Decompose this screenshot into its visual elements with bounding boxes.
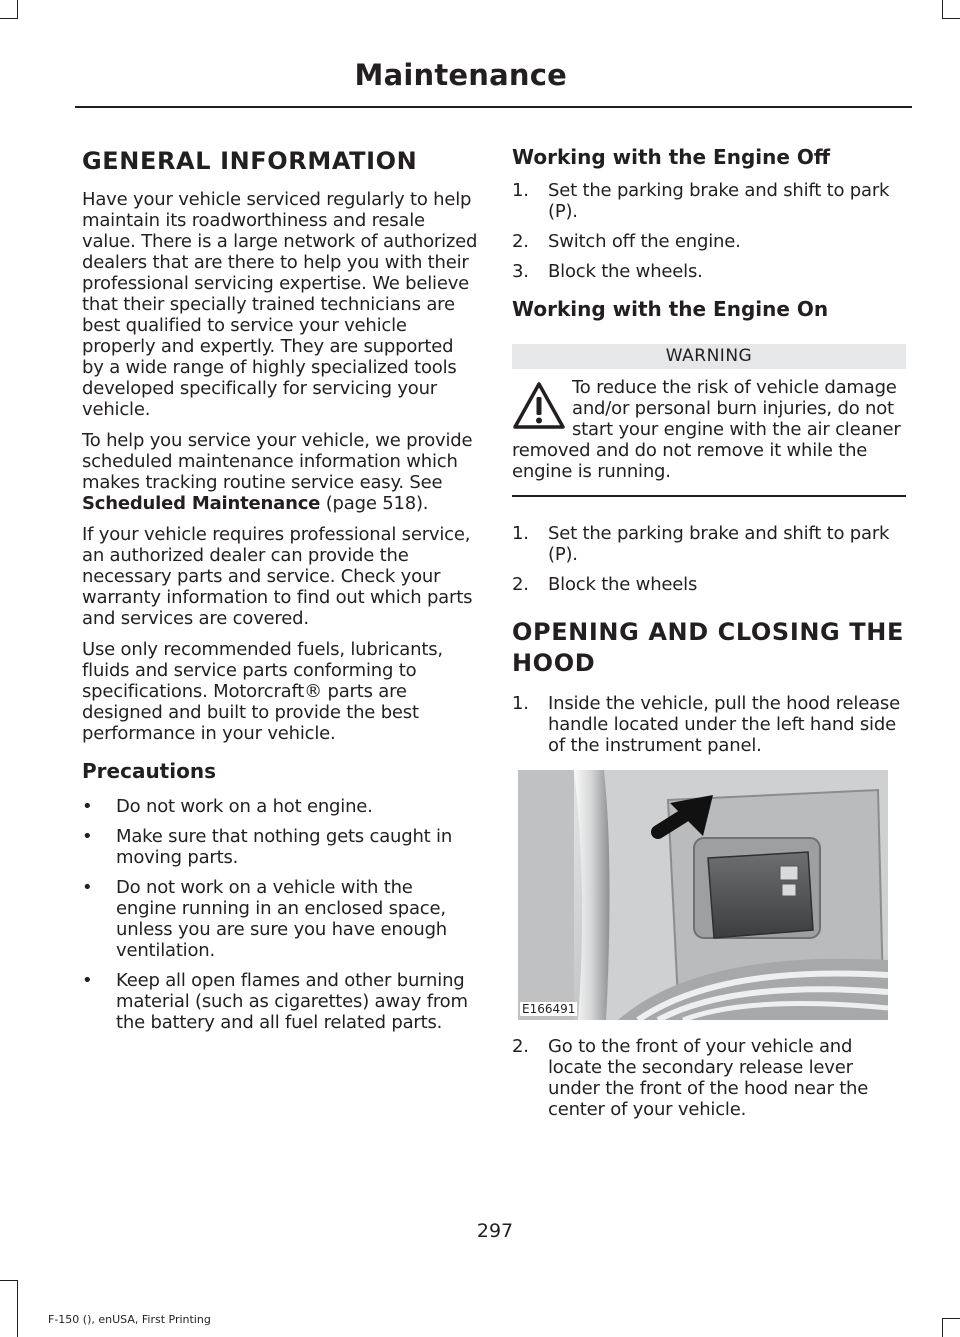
hood-heading — [512, 617, 906, 679]
left-column — [82, 140, 478, 1042]
engine-on-heading: Working with the Engine On — [512, 297, 829, 321]
list-item — [512, 180, 906, 222]
step-text: Block the wheels. — [548, 261, 703, 282]
hood-heading-line: OPENING AND CLOSING THE — [512, 618, 904, 646]
scheduled-maintenance-paragraph — [82, 430, 478, 514]
hood-steps-continued — [512, 1036, 906, 1120]
precautions-heading: Precautions — [82, 759, 216, 783]
crop-mark — [942, 18, 960, 19]
hood-heading-line: HOOD — [512, 649, 596, 677]
page-number: 297 — [476, 1220, 514, 1242]
warning-box — [512, 344, 906, 497]
hood-release-image — [518, 770, 888, 1020]
step-number: 1. — [512, 523, 529, 544]
step-text: Set the parking brake and shift to park (P). — [548, 523, 890, 565]
engine-on-steps — [512, 523, 906, 595]
hood-steps — [512, 693, 906, 756]
list-item — [512, 261, 906, 282]
crop-mark — [0, 18, 18, 19]
hood-release-illustration — [518, 770, 888, 1020]
intro-paragraph: Have your vehicle serviced regularly to help maintain its roadworthiness and resale value. There is a large network of authorized dealers that are there to help you with their professional servicing expertise. We believe that their specially trained technicians are best qualified to service your vehicle properly and expertly. They are supported by a wide range of highly specialized tools developed specifically for servicing your vehicle. — [82, 189, 478, 420]
footer-text: F-150 (), enUSA, First Printing — [48, 1313, 211, 1326]
motorcraft-paragraph: Use only recommended fuels, lubricants, fluids and service parts conforming to specifications. Motorcraft® parts are designed and built to provide the best performance in your vehicle. — [82, 639, 443, 744]
crop-mark — [942, 1318, 960, 1319]
list-item-text: Do not work on a vehicle with the engine running in an enclosed space, unless you are sure you have enough ventilation. — [116, 877, 448, 961]
list-item — [82, 970, 478, 1033]
step-text: Inside the vehicle, pull the hood release handle located under the left hand side of the instrument panel. — [548, 693, 900, 756]
bullet-icon: • — [82, 826, 93, 847]
step-number: 2. — [512, 231, 529, 252]
page-header — [75, 58, 912, 108]
list-item — [512, 574, 906, 595]
step-text: Switch off the engine. — [548, 231, 741, 252]
list-item-text: Do not work on a hot engine. — [116, 796, 373, 817]
list-item — [512, 693, 906, 756]
list-item — [82, 796, 478, 817]
list-item — [512, 231, 906, 252]
page-reference: (page 518). — [320, 493, 429, 514]
warning-triangle-icon — [512, 381, 566, 431]
step-text: Set the parking brake and shift to park (P). — [548, 180, 890, 222]
crop-mark — [942, 1318, 943, 1337]
list-item — [512, 523, 906, 565]
step-number: 1. — [512, 180, 529, 201]
engine-off-heading: Working with the Engine Off — [512, 145, 831, 169]
list-item-text: Keep all open flames and other burning material (such as cigarettes) away from the battery and all fuel related parts. — [116, 970, 468, 1033]
crop-mark — [17, 0, 18, 18]
paragraph-text: To help you service your vehicle, we provide scheduled maintenance information which makes tracking routine service easy. See — [82, 430, 473, 493]
warning-text: To reduce the risk of vehicle damage and/or personal burn injuries, do not start your engine with the air cleaner removed and do not remove it while the engine is running. — [512, 377, 901, 482]
list-item — [512, 1036, 906, 1120]
scheduled-maintenance-link[interactable]: Scheduled Maintenance — [82, 493, 321, 514]
figure-code: E166491 — [522, 1002, 576, 1016]
step-text: Block the wheels — [548, 574, 698, 595]
step-number: 1. — [512, 693, 529, 714]
crop-mark — [942, 0, 943, 18]
warning-body — [512, 377, 906, 482]
step-text: Go to the front of your vehicle and locate the secondary release lever under the front of the hood near the center of your vehicle. — [548, 1036, 869, 1120]
step-number: 3. — [512, 261, 529, 282]
crop-mark — [17, 1280, 18, 1337]
step-number: 2. — [512, 574, 529, 595]
crop-mark — [0, 1280, 18, 1281]
list-item-text: Make sure that nothing gets caught in moving parts. — [116, 826, 453, 868]
step-number: 2. — [512, 1036, 529, 1057]
page-title: Maintenance — [354, 58, 567, 92]
precautions-list — [82, 796, 478, 1033]
bullet-icon: • — [82, 877, 93, 898]
warning-label: WARNING — [512, 344, 906, 369]
bullet-icon: • — [82, 970, 93, 991]
general-information-heading: GENERAL INFORMATION — [82, 147, 418, 175]
engine-off-steps — [512, 180, 906, 282]
professional-service-paragraph: If your vehicle requires professional service, an authorized dealer can provide the necessary parts and service. Check your warranty information to find out which parts and services are covered. — [82, 524, 473, 629]
bullet-icon: • — [82, 796, 93, 817]
list-item — [82, 877, 478, 961]
right-column — [512, 140, 906, 1129]
list-item — [82, 826, 478, 868]
